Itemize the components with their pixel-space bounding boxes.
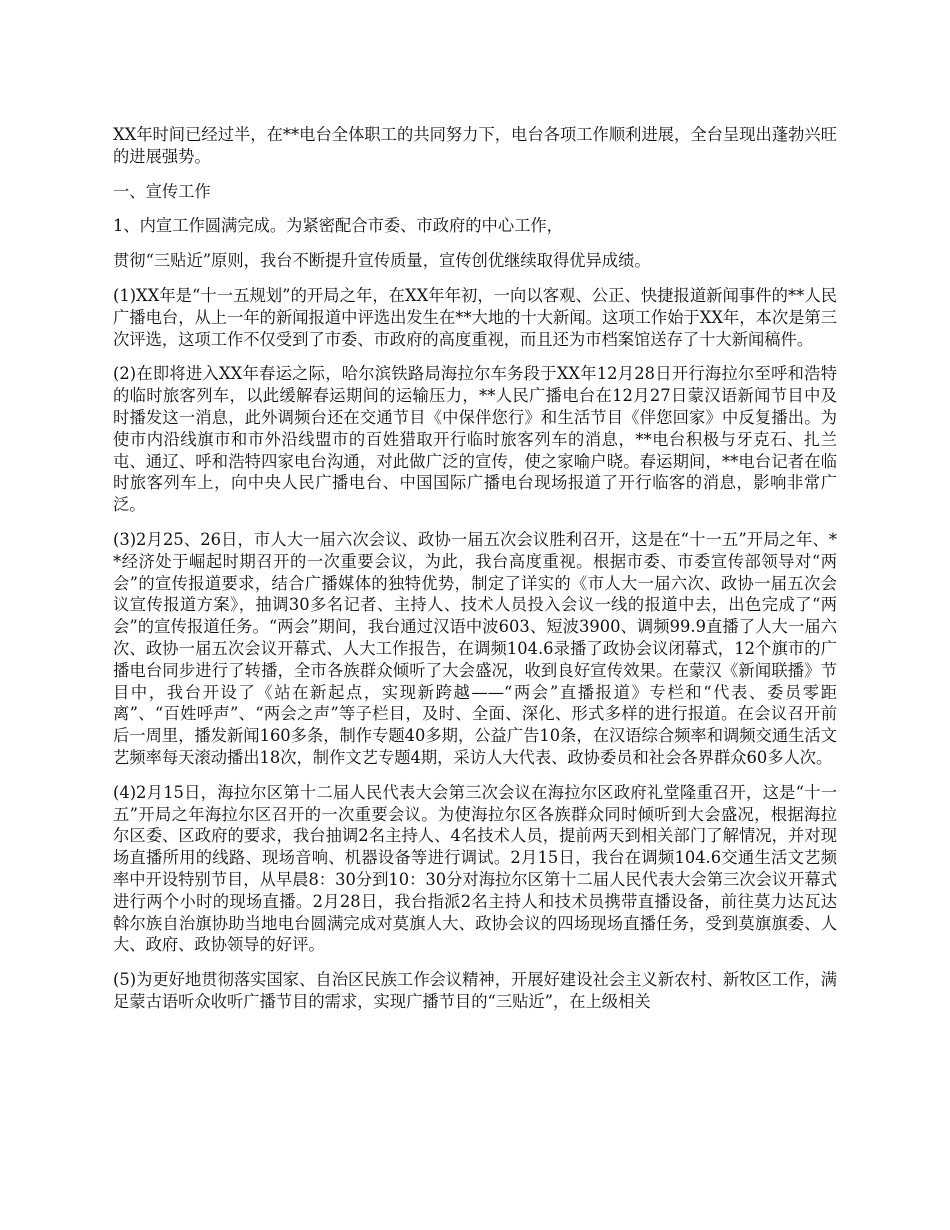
document-body <box>113 124 837 1026</box>
item-3-paragraph: (3)2月25、26日，市人大一届六次会议、政协一届五次会议胜利召开，这是在“十一五”开局之年、**经济处于崛起时期召开的一次重要会议，为此，我台高度重视。根据市委、市委宣传部领导对“两会”的宣传报道要求，结合广播媒体的独特优势，制定了详实的《市人大一届六次、政协一届五次会议宣传报道方案》，抽调30多名记者、主持人、技术人员投入会议一线的报道中去，出色完成了“两会”的宣传报道任务。“两会”期间，我台通过汉语中波603、短波3900、调频99.9直播了人大一届六次、政协一届五次会议开幕式、人大工作报告，在调频104.6录播了政协会议闭幕式，12个旗市的广播电台同步进行了转播，全市各族群众倾听了大会盛况，收到良好宣传效果。在蒙汉《新闻联播》节目中，我台开设了《站在新起点，实现新跨越——“两会”直播报道》专栏和“代表、委员零距离”、“百姓呼声”、“两会之声”等子栏目，及时、全面、深化、形式多样的进行报道。在会议召开前后一周里，播发新闻160多条，制作专题40多期，公益广告10条，在汉语综合频率和调频交通生活文艺频率每天滚动播出18次，制作文艺专题4期，采访人大代表、政协委员和社会各界群众60多人次。 <box>113 529 837 767</box>
item-5-paragraph: (5)为更好地贯彻落实国家、自治区民族工作会议精神，开展好建设社会主义新农村、新牧区工作，满足蒙古语听众收听广播节目的需求，实现广播节目的“三贴近”，在上级相关 <box>113 970 837 1011</box>
item-4-paragraph: (4)2月15日，海拉尔区第十二届人民代表大会第三次会议在海拉尔区政府礼堂隆重召开，这是“十一五”开局之年海拉尔区召开的一次重要会议。为使海拉尔区各族群众同时倾听到大会盛况，根据海拉尔区委、区政府的要求，我台抽调2名主持人、4名技术人员，提前两天到相关部门了解情况，并对现场直播所用的线路、现场音响、机器设备等进行调试。2月15日，我台在调频104.6交通生活文艺频率中开设特别节目，从早晨8：30分到10：30分对海拉尔区第十二届人民代表大会第三次会议开幕式进行两个小时的现场直播。2月28日，我台指派2名主持人和技术员携带直播设备，前往莫力达瓦达斡尔族自治旗协助当地电台圆满完成对莫旗人大、政协会议的四场现场直播任务，受到莫旗旗委、人大、政府、政协领导的好评。 <box>113 782 837 955</box>
item-1-paragraph: (1)XX年是“十一五规划”的开局之年，在XX年年初，一向以客观、公正、快捷报道新闻事件的**人民广播电台，从上一年的新闻报道中评选出发生在**大地的十大新闻。这项工作始于XX年，本次是第三次评选，这项工作不仅受到了市委、市政府的高度重视，而且还为市档案馆送存了十大新闻稿件。 <box>113 285 837 349</box>
section-heading: 一、宣传工作 <box>113 181 211 201</box>
principle-paragraph: 贯彻“三贴近”原则，我台不断提升宣传质量，宣传创优继续取得优异成绩。 <box>113 251 651 271</box>
item-2-paragraph: (2)在即将进入XX年春运之际，哈尔滨铁路局海拉尔车务段于XX年12月28日开行海拉尔至呼和浩特的临时旅客列车，以此缓解春运期间的运输压力，**人民广播电台在12月27日蒙汉语新闻节目中及时播发这一消息，此外调频台还在交通节目《中保伴您行》和生活节目《伴您回家》中反复播出。为使市内沿线旗市和市外沿线盟市的百姓猎取开行临时旅客列车的消息，**电台积极与牙克石、扎兰屯、通辽、呼和浩特四家电台沟通，对此做广泛的宣传，使之家喻户晓。春运期间，**电台记者在临时旅客列车上，向中央人民广播电台、中国国际广播电台现场报道了开行临客的消息，影响非常广泛。 <box>113 364 837 515</box>
subsection-heading: 1、内宣工作圆满完成。为紧密配合市委、市政府的中心工作， <box>113 216 563 236</box>
intro-paragraph: XX年时间已经过半，在**电台全体职工的共同努力下，电台各项工作顺利进展，全台呈现出蓬勃兴旺的进展强势。 <box>113 125 837 166</box>
